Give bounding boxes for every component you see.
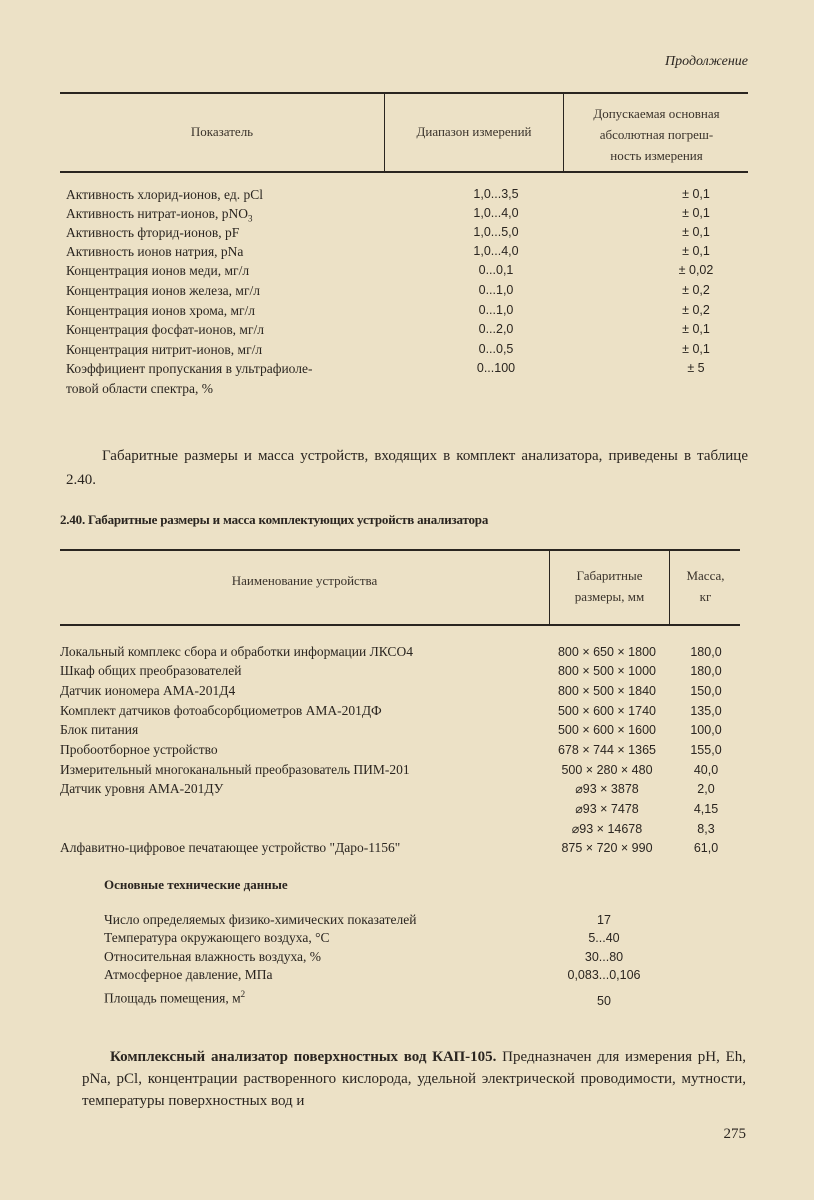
table-row bbox=[66, 379, 746, 398]
indicator-name: Концентрация ионов железа, мг/л bbox=[66, 283, 260, 298]
table-row bbox=[60, 642, 750, 662]
table2-col-divider-1 bbox=[549, 550, 550, 625]
device-name: Датчик уровня АМА-201ДУ bbox=[60, 781, 224, 796]
final-paragraph bbox=[82, 1046, 746, 1112]
spec-row bbox=[104, 985, 724, 1008]
table1-header-rule bbox=[60, 171, 748, 173]
spec-row bbox=[104, 966, 724, 984]
device-mass: 8,3 bbox=[697, 822, 715, 836]
table-row bbox=[60, 819, 750, 839]
indicator-name: Концентрация фосфат-ионов, мг/л bbox=[66, 322, 265, 337]
table2-header-mass bbox=[671, 565, 740, 607]
device-name: Пробоотборное устройство bbox=[60, 742, 218, 757]
device-mass: 180,0 bbox=[690, 645, 722, 659]
indicator-name: Активность ионов натрия, pNa bbox=[66, 244, 244, 259]
device-mass: 4,15 bbox=[693, 802, 719, 816]
measurement-range: 0...2,0 bbox=[478, 322, 514, 336]
table2-header-mass-line: кг bbox=[699, 589, 712, 604]
measurement-error: ± 0,1 bbox=[682, 244, 710, 258]
measurement-error: ± 5 bbox=[687, 361, 705, 375]
device-dimensions: 800 × 650 × 1800 bbox=[557, 645, 656, 659]
device-mass: 61,0 bbox=[693, 841, 719, 855]
specs-title: Основные технические данные bbox=[104, 877, 288, 892]
device-mass: 155,0 bbox=[690, 743, 722, 757]
indicator-subscript: 3 bbox=[248, 213, 253, 224]
device-name: Датчик иономера АМА-201Д4 bbox=[60, 683, 236, 698]
spec-name-text: Площадь помещения, м bbox=[104, 990, 241, 1006]
table1-header-error bbox=[565, 103, 748, 166]
device-name: Комплект датчиков фотоабсорбциометров АМА-201ДФ bbox=[60, 703, 382, 718]
table-row bbox=[60, 661, 750, 681]
table2-header-dims bbox=[551, 565, 668, 607]
indicator-name: Активность хлорид-ионов, ед. pCl bbox=[66, 187, 263, 202]
table-row bbox=[66, 320, 746, 339]
measurement-range: 1,0...3,5 bbox=[473, 187, 519, 201]
table2-caption: 2.40. Габаритные размеры и масса комплектующих устройств анализатора bbox=[60, 512, 489, 527]
measurement-range: 0...100 bbox=[476, 361, 516, 375]
spec-value: 17 bbox=[597, 913, 611, 927]
table-row bbox=[60, 838, 750, 858]
spec-value: 30...80 bbox=[584, 950, 624, 964]
table-row bbox=[66, 185, 746, 204]
device-dimensions: 875 × 720 × 990 bbox=[561, 841, 653, 855]
table-row bbox=[66, 261, 746, 280]
device-name: Измерительный многоканальный преобразователь ПИМ-201 bbox=[60, 762, 410, 777]
spec-superscript: 2 bbox=[240, 989, 246, 999]
table-row bbox=[60, 681, 750, 701]
spec-row bbox=[104, 948, 724, 966]
measurement-error: ± 0,02 bbox=[678, 263, 714, 277]
table-row bbox=[60, 760, 750, 780]
spec-row bbox=[104, 911, 724, 929]
indicator-name: Коэффициент пропускания в ультрафиоле- bbox=[66, 361, 313, 376]
table1-col-divider-2 bbox=[563, 93, 564, 172]
indicator-name: Активность фторид-ионов, pF bbox=[66, 225, 240, 240]
page-number: 275 bbox=[723, 1126, 746, 1142]
table-row bbox=[66, 301, 746, 320]
indicator-name: Концентрация ионов меди, мг/л bbox=[66, 263, 250, 278]
final-paragraph-heading: Комплексный анализатор поверхностных вод КАП-105. bbox=[110, 1049, 497, 1065]
device-dimensions: ⌀93 × 14678 bbox=[571, 822, 643, 836]
spec-value: 5...40 bbox=[588, 931, 620, 945]
measurement-range: 1,0...4,0 bbox=[473, 244, 519, 258]
table2-top-rule bbox=[60, 549, 740, 551]
measurement-error: ± 0,1 bbox=[682, 322, 710, 336]
table2-header-mass-line: Масса, bbox=[686, 568, 725, 583]
measurement-range: 0...1,0 bbox=[478, 303, 514, 317]
device-name: Блок питания bbox=[60, 722, 139, 737]
measurement-error: ± 0,2 bbox=[682, 283, 710, 297]
measurement-range: 0...0,1 bbox=[478, 263, 514, 277]
table2-header-dims-line: Габаритные bbox=[576, 568, 643, 583]
indicator-name: Концентрация нитрит-ионов, мг/л bbox=[66, 342, 263, 357]
device-dimensions: 800 × 500 × 1840 bbox=[557, 684, 656, 698]
table-row bbox=[66, 204, 746, 223]
device-mass: 135,0 bbox=[690, 704, 722, 718]
table2-header-device: Наименование устройства bbox=[231, 573, 378, 588]
device-name: Шкаф общих преобразователей bbox=[60, 663, 242, 678]
table-row bbox=[66, 281, 746, 300]
intro-paragraph: Габаритные размеры и масса устройств, входящих в комплект анализатора, приведены в таблице 2.40. bbox=[66, 448, 748, 488]
device-name: Алфавитно-цифровое печатающее устройство "Даро-1156" bbox=[60, 840, 401, 855]
table1-col-divider-1 bbox=[384, 93, 385, 172]
measurement-range: 1,0...4,0 bbox=[473, 206, 519, 220]
table-row bbox=[60, 740, 750, 760]
spec-value: 50 bbox=[597, 994, 611, 1008]
final-paragraph-text: Предназначен для измерения pH, Eh, pNa, pCl, концентрации растворенного кислорода, удельной электрической проводимости, мутности, температуры поверхностных вод и bbox=[82, 1049, 746, 1109]
table-row bbox=[66, 223, 746, 242]
indicator-name-text: Активность нитрат-ионов, pNO bbox=[66, 206, 248, 221]
device-dimensions: 678 × 744 × 1365 bbox=[557, 743, 656, 757]
measurement-error: ± 0,1 bbox=[682, 187, 710, 201]
table-row bbox=[60, 779, 750, 799]
indicator-name: Концентрация ионов хрома, мг/л bbox=[66, 303, 256, 318]
table1-header-error-line: Допускаемая основная bbox=[593, 106, 720, 121]
device-dimensions: 500 × 600 × 1740 bbox=[557, 704, 656, 718]
table-row bbox=[60, 799, 750, 819]
spec-row bbox=[104, 929, 724, 947]
table1-top-rule bbox=[60, 92, 748, 94]
indicator-name: товой области спектра, % bbox=[66, 381, 213, 396]
device-mass: 180,0 bbox=[690, 664, 722, 678]
spec-name: Число определяемых физико-химических показателей bbox=[104, 912, 417, 927]
table1-header-range: Диапазон измерений bbox=[416, 124, 532, 139]
spec-value: 0,083...0,106 bbox=[567, 968, 641, 982]
table-row bbox=[66, 242, 746, 261]
table2-header-dims-line: размеры, мм bbox=[574, 589, 645, 604]
device-mass: 100,0 bbox=[690, 723, 722, 737]
table1-header-error-line: ность измерения bbox=[610, 148, 703, 163]
table-row bbox=[60, 701, 750, 721]
device-dimensions: ⌀93 × 3878 bbox=[575, 782, 639, 796]
spec-name: Температура окружающего воздуха, °С bbox=[104, 930, 330, 945]
measurement-error: ± 0,1 bbox=[682, 225, 710, 239]
table1-header-indicator: Показатель bbox=[190, 124, 254, 139]
device-mass: 2,0 bbox=[697, 782, 715, 796]
measurement-error: ± 0,2 bbox=[682, 303, 710, 317]
device-dimensions: 500 × 600 × 1600 bbox=[557, 723, 656, 737]
continued-label: Продолжение bbox=[665, 54, 748, 69]
measurement-range: 0...1,0 bbox=[478, 283, 514, 297]
table2-header-rule bbox=[60, 624, 740, 626]
device-dimensions: 500 × 280 × 480 bbox=[561, 763, 653, 777]
spec-name: Атмосферное давление, МПа bbox=[104, 967, 273, 982]
measurement-error: ± 0,1 bbox=[682, 342, 710, 356]
spec-name: Относительная влажность воздуха, % bbox=[104, 949, 322, 964]
measurement-range: 0...0,5 bbox=[478, 342, 514, 356]
device-dimensions: ⌀93 × 7478 bbox=[575, 802, 639, 816]
spec-name bbox=[104, 985, 245, 1008]
table-row bbox=[66, 359, 746, 378]
device-dimensions: 800 × 500 × 1000 bbox=[557, 664, 656, 678]
table-row bbox=[60, 720, 750, 740]
device-mass: 40,0 bbox=[693, 763, 719, 777]
device-mass: 150,0 bbox=[690, 684, 722, 698]
table2-col-divider-2 bbox=[669, 550, 670, 625]
table1-header-error-line: абсолютная погреш- bbox=[599, 127, 714, 142]
measurement-error: ± 0,1 bbox=[682, 206, 710, 220]
table-row bbox=[66, 340, 746, 359]
device-name: Локальный комплекс сбора и обработки информации ЛКСО4 bbox=[60, 644, 413, 659]
measurement-range: 1,0...5,0 bbox=[473, 225, 519, 239]
